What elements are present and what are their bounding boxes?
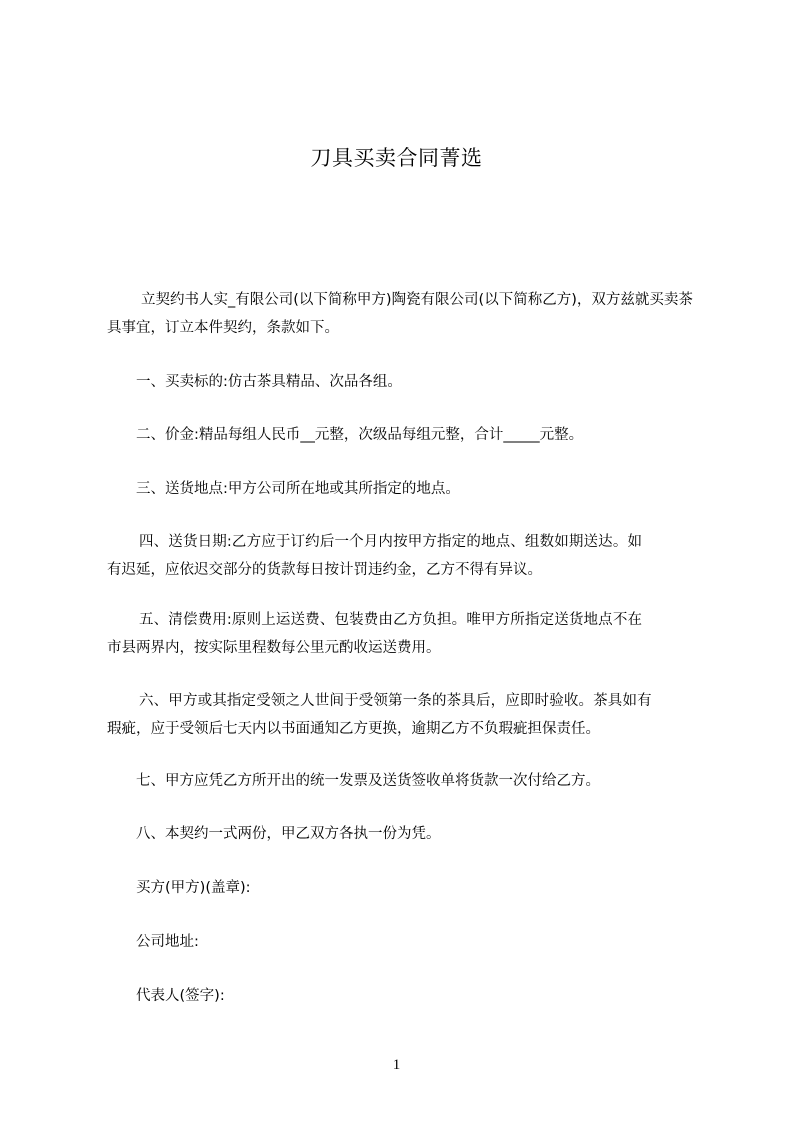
- clause-5: [107, 606, 701, 662]
- buyer-seal-label: 买方(甲方)(盖章):: [136, 880, 251, 896]
- clause-4: [107, 528, 701, 584]
- company-address-label: 公司地址:: [136, 934, 199, 950]
- representative-signature-label: 代表人(签字):: [136, 988, 225, 1004]
- clause-6-line-2: 瑕疵，应于受领后七天内以书面通知乙方更换，逾期乙方不负瑕疵担保责任。: [107, 721, 600, 737]
- clause-3: 三、送货地点:甲方公司所在地或其所指定的地点。: [136, 481, 460, 497]
- clause-4-line-2: 有迟延，应依迟交部分的货款每日按计罚违约金，乙方不得有异议。: [107, 562, 542, 578]
- document-title: 刀具买卖合同菁选: [310, 146, 483, 170]
- clause-6: [107, 687, 701, 743]
- clause-2: 二、价金:精品每组人民币__元整，次级品每组元整，合计_____元整。: [136, 427, 584, 443]
- clause-8: 八、本契约一式两份，甲乙双方各执一份为凭。: [136, 826, 441, 842]
- clause-7: 七、甲方应凭乙方所开出的统一发票及送货签收单将货款一次付给乙方。: [136, 773, 600, 789]
- clause-5-line-1: 五、清偿费用:原则上运送费、包装费由乙方负担。唯甲方所指定送货地点不在: [139, 612, 643, 628]
- intro-paragraph: 立契约书人实_有限公司(以下简称甲方)陶瓷有限公司(以下简称乙方)，双方兹就买卖茶具事宜，订立本件契约，条款如下。: [107, 292, 693, 336]
- clause-4-line-1: 四、送货日期:乙方应于订约后一个月内按甲方指定的地点、组数如期送达。如: [139, 534, 643, 550]
- clause-1: 一、买卖标的:仿古茶具精品、次品各组。: [136, 374, 402, 390]
- clause-5-line-2: 市县两界内，按实际里程数每公里元酌收运送费用。: [107, 640, 441, 656]
- clause-6-line-1: 六、甲方或其指定受领之人世间于受领第一条的茶具后，应即时验收。茶具如有: [139, 693, 652, 709]
- page-number: 1: [392, 1057, 401, 1073]
